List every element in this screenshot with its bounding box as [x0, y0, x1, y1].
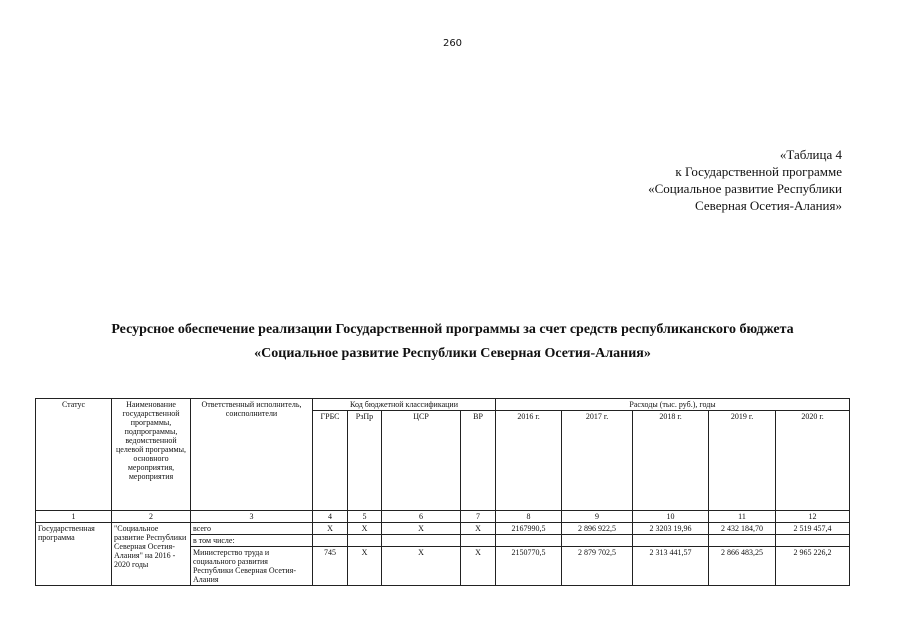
column-number: 4	[313, 511, 348, 523]
column-number: 2	[112, 511, 191, 523]
header-expenses: Расходы (тыс. руб.), годы	[496, 399, 850, 411]
cell-value: 2167990,5	[496, 523, 562, 535]
cell-grbs: 745	[313, 547, 348, 586]
header-year: 2017 г.	[562, 411, 633, 511]
annex-line: к Государственной программе	[675, 164, 842, 179]
header-year: 2020 г.	[776, 411, 850, 511]
title-line: «Социальное развитие Республики Северная Осетия-Алания»	[254, 346, 651, 361]
header-status: Статус	[36, 399, 112, 511]
page-number: 260	[442, 38, 463, 49]
cell-value: 2150770,5	[496, 547, 562, 586]
header-year: 2018 г.	[633, 411, 709, 511]
cell-empty	[709, 535, 776, 547]
header-rzpr: РзПр	[348, 411, 382, 511]
cell-csr: X	[382, 523, 461, 535]
cell-vr: X	[461, 547, 496, 586]
header-grbs: ГРБС	[313, 411, 348, 511]
header-year: 2019 г.	[709, 411, 776, 511]
table-annex-note	[648, 146, 842, 214]
annex-line: «Социальное развитие Республики	[648, 181, 842, 196]
cell-empty	[496, 535, 562, 547]
column-number: 10	[633, 511, 709, 523]
cell-empty	[776, 535, 850, 547]
cell-value: 2 3203 19,96	[633, 523, 709, 535]
cell-empty	[313, 535, 348, 547]
title-line: Ресурсное обеспечение реализации Государственной программы за счет средств республиканского бюджета	[111, 322, 794, 337]
document-title	[0, 318, 905, 366]
cell-executor: всего	[191, 523, 313, 535]
cell-value: 2 313 441,57	[633, 547, 709, 586]
annex-line: Северная Осетия-Алания»	[695, 198, 842, 213]
cell-value: 2 519 457,4	[776, 523, 850, 535]
header-row	[36, 399, 850, 411]
column-number: 3	[191, 511, 313, 523]
header-csr: ЦСР	[382, 411, 461, 511]
cell-empty	[382, 535, 461, 547]
header-year: 2016 г.	[496, 411, 562, 511]
table-row-total	[36, 523, 850, 535]
cell-program-name: "Социальное развитие Республики Северная Осетия-Алания" на 2016 - 2020 годы	[112, 523, 191, 586]
header-vr: ВР	[461, 411, 496, 511]
column-number: 12	[776, 511, 850, 523]
annex-line: «Таблица 4	[779, 147, 842, 162]
cell-status: Государственная программа	[36, 523, 112, 586]
column-number: 6	[382, 511, 461, 523]
cell-empty	[633, 535, 709, 547]
column-number: 9	[562, 511, 633, 523]
header-executor: Ответственный исполнитель, соисполнители	[191, 399, 313, 511]
cell-value: 2 896 922,5	[562, 523, 633, 535]
cell-executor: в том числе:	[191, 535, 313, 547]
cell-rzpr: X	[348, 523, 382, 535]
cell-empty	[348, 535, 382, 547]
column-number: 7	[461, 511, 496, 523]
column-number: 1	[36, 511, 112, 523]
cell-value: 2 879 702,5	[562, 547, 633, 586]
resource-table	[35, 398, 850, 586]
cell-csr: X	[382, 547, 461, 586]
column-number: 11	[709, 511, 776, 523]
cell-executor: Министерство труда и социального развития Республики Северная Осетия-Алания	[191, 547, 313, 586]
header-budget-code: Код бюджетной классификации	[313, 399, 496, 411]
cell-value: 2 965 226,2	[776, 547, 850, 586]
cell-vr: X	[461, 523, 496, 535]
column-number-row	[36, 511, 850, 523]
header-name: Наименование государственной программы, подпрограммы, ведомственной целевой программы, основного мероприятия, мероприятия	[112, 399, 191, 511]
cell-value: 2 866 483,25	[709, 547, 776, 586]
cell-empty	[562, 535, 633, 547]
column-number: 8	[496, 511, 562, 523]
cell-empty	[461, 535, 496, 547]
cell-rzpr: X	[348, 547, 382, 586]
cell-grbs: X	[313, 523, 348, 535]
column-number: 5	[348, 511, 382, 523]
cell-value: 2 432 184,70	[709, 523, 776, 535]
